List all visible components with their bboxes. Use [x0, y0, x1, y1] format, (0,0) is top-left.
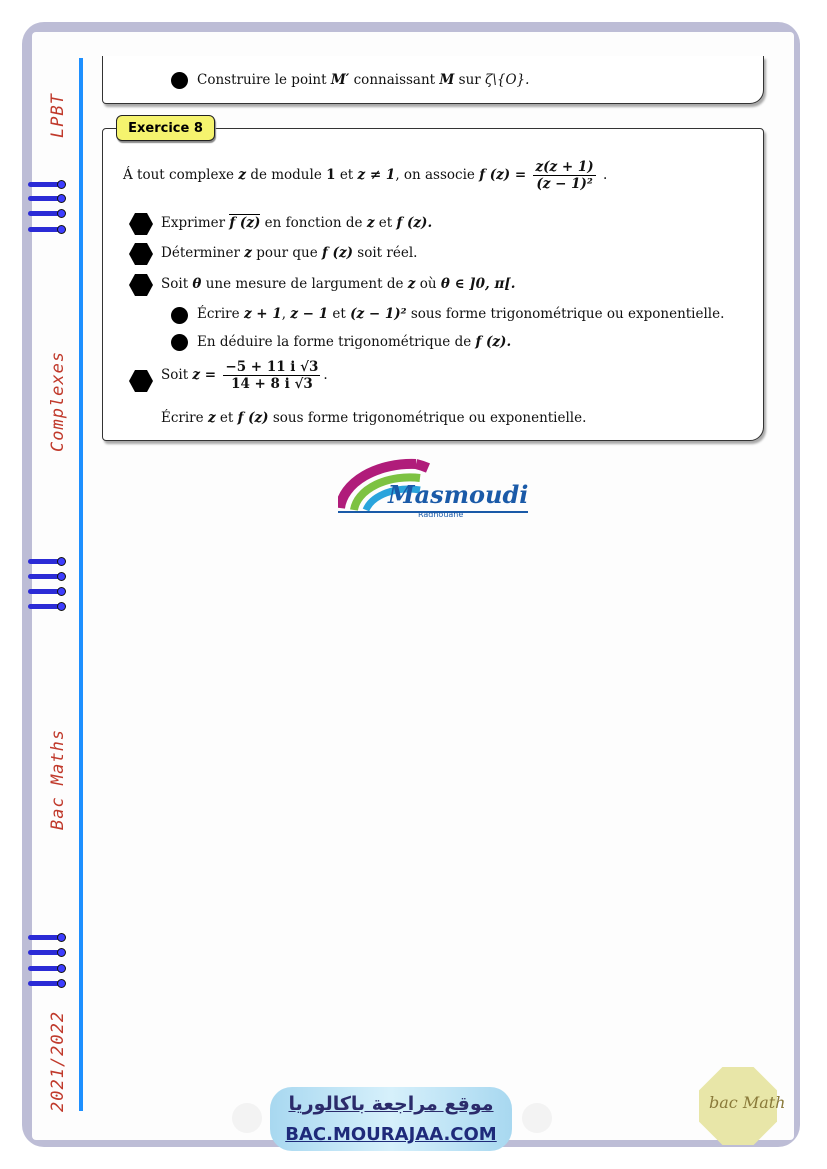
bullet-hexagon-icon: [129, 243, 153, 265]
bullet-circle-icon: [171, 307, 188, 324]
bullet-hexagon-icon: [129, 370, 153, 392]
bullet-hexagon-icon: [129, 213, 153, 235]
binder-ring: [28, 225, 66, 234]
question-2: Déterminer z pour que f (z) soit réel.: [161, 245, 418, 261]
binder-ring: [28, 194, 66, 203]
sidebar-topic: Complexes: [48, 350, 68, 452]
binder-ring: [28, 948, 66, 957]
site-url-link[interactable]: BAC.MOURAJAA.COM: [285, 1124, 497, 1145]
sidebar-year: 2021/2022: [48, 1010, 68, 1112]
margin-line: [79, 58, 83, 1111]
binder-ring: [28, 180, 66, 189]
binder-ring: [28, 602, 66, 611]
bullet-circle-icon: [171, 334, 188, 351]
badge-text: bac Math: [709, 1093, 786, 1112]
question-4: Soit z = $\frac{-5 + 11 i √3}{14 + 8 i √3}$ .: [161, 359, 328, 392]
question-3a: Écrire z + 1, z − 1 et (z − 1)² sous forme trigonométrique ou exponentielle.: [197, 306, 725, 322]
exercise-intro: Á tout complexe z de module 1 et z ≠ 1, on associe f (z) = $\frac{z(z + 1)}{\text{(z − 1)²}}$ .: [123, 159, 608, 192]
binder-ring: [28, 209, 66, 218]
question-4b: Écrire z et f (z) sous forme trigonométrique ou exponentielle.: [161, 410, 587, 426]
binder-ring: [28, 557, 66, 566]
bullet-hexagon-icon: [129, 274, 153, 296]
previous-exercise-box: [102, 56, 764, 104]
binder-ring: [28, 572, 66, 581]
site-logo-icon: [522, 1103, 552, 1133]
binder-ring: [28, 933, 66, 942]
site-logo-icon: [232, 1103, 262, 1133]
logo-name: Masmoudi: [388, 480, 529, 509]
sidebar-level: Bac Maths: [48, 728, 68, 830]
exercise-box: [102, 128, 764, 441]
sidebar-school: LPBT: [48, 93, 68, 138]
question-3: Soit θ une mesure de largument de z où θ ∈ ]0, π[.: [161, 276, 516, 292]
binder-ring: [28, 979, 66, 988]
binder-ring: [28, 964, 66, 973]
bullet-circle-icon: [171, 72, 188, 89]
question-3b: En déduire la forme trigonométrique de f (z).: [197, 334, 512, 350]
site-arabic-title[interactable]: موقع مراجعة باكالوريا: [288, 1093, 494, 1115]
question-1: Exprimer f (z) en fonction de z et f (z).: [161, 215, 433, 231]
previous-item: Construire le point M′ connaissant M sur ζ\{O}.: [197, 72, 530, 88]
binder-ring: [28, 587, 66, 596]
exercise-label: Exercice 8: [116, 115, 215, 141]
logo-subtitle: Radhouane: [418, 510, 464, 519]
